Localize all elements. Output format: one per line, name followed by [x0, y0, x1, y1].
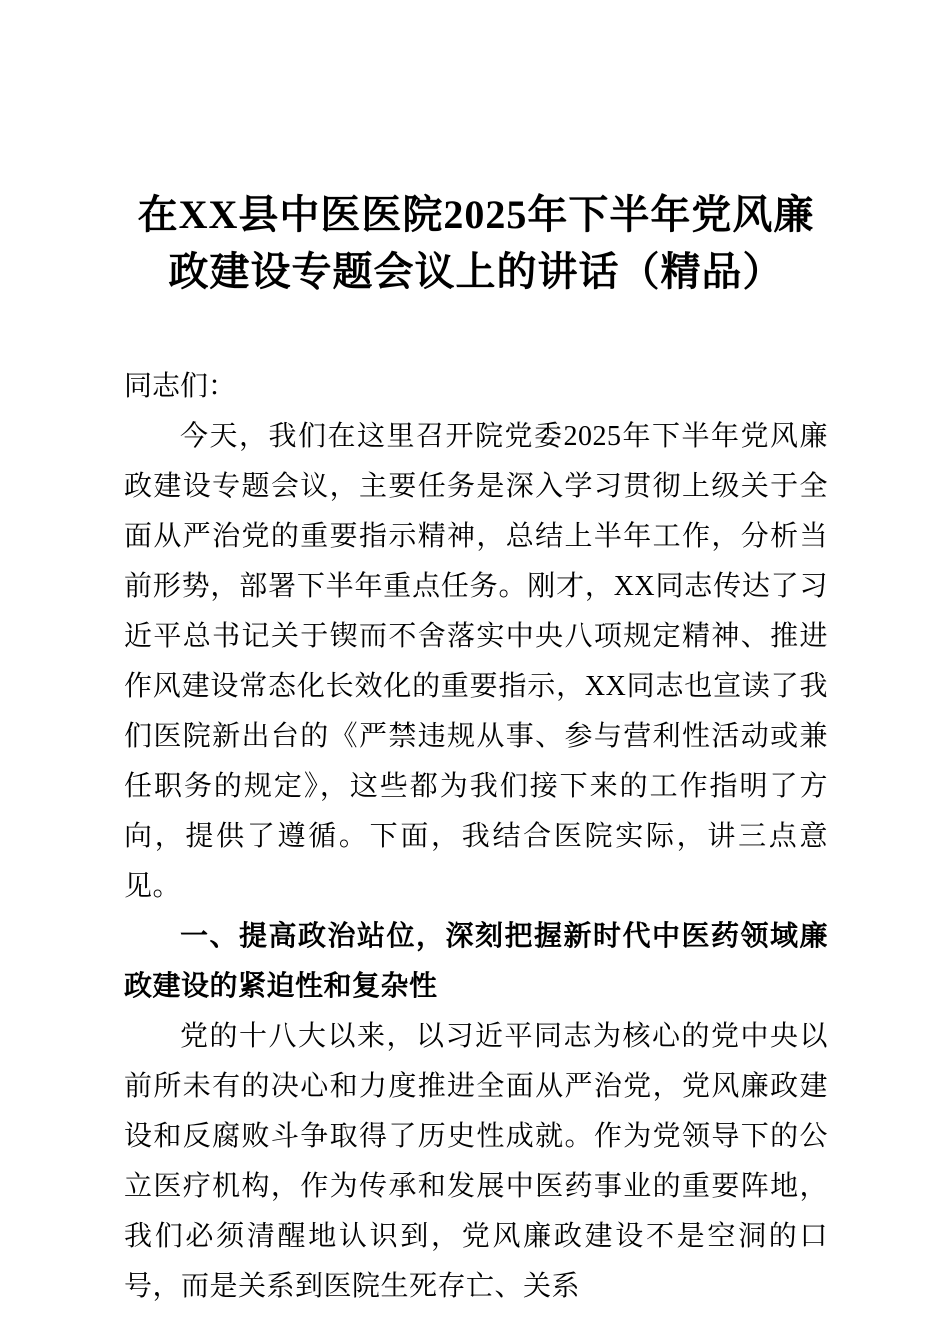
- intro-paragraph: 今天，我们在这里召开院党委2025年下半年党风廉政建设专题会议，主要任务是深入学习贯彻上级关于全面从严治党的重要指示精神，总结上半年工作，分析当前形势，部署下半年重点任务。刚才，XX同志传达了习近平总书记关于锲而不舍落实中央八项规定精神、推进作风建设常态化长效化的重要指示，XX同志也宣读了我们医院新出台的《严禁违规从事、参与营利性活动或兼任职务的规定》，这些都为我们接下来的工作指明了方向，提供了遵循。下面，我结合医院实际，讲三点意见。: [124, 421, 828, 902]
- section-1-paragraph: 党的十八大以来，以习近平同志为核心的党中央以前所未有的决心和力度推进全面从严治党，党风廉政建设和反腐败斗争取得了历史性成就。作为党领导下的公立医疗机构，作为传承和发展中医药事业的重要阵地，我们必须清醒地认识到，党风廉政建设不是空洞的口号，而是关系到医院生死存亡、关系: [124, 1021, 828, 1302]
- document-title: 在XX县中医医院2025年下半年党风廉政建设专题会议上的讲话（精品）: [137, 192, 815, 294]
- salutation: 同志们：: [124, 371, 237, 402]
- section-1-heading: 一、提高政治站位，深刻把握新时代中医药领域廉政建设的紧迫性和复杂性: [124, 921, 828, 1002]
